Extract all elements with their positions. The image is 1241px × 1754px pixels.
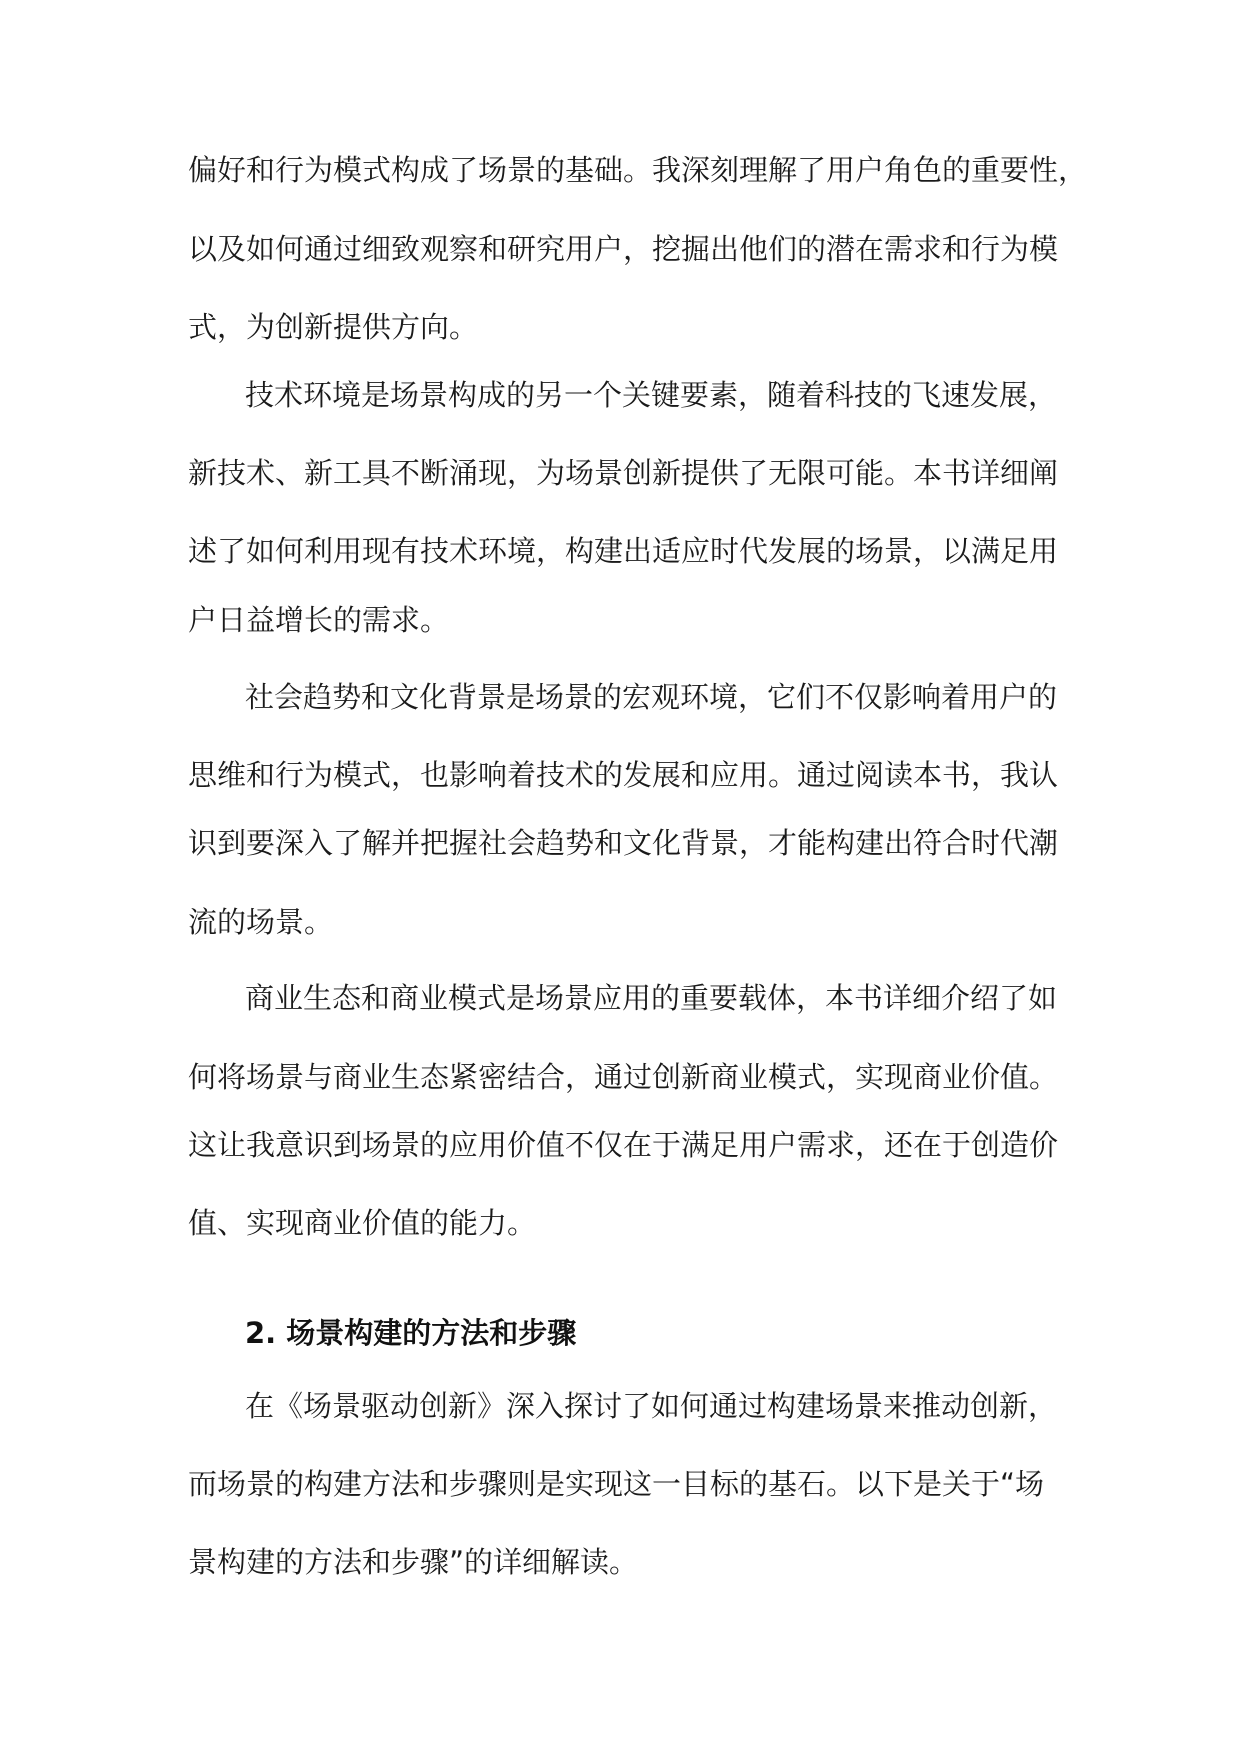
paragraph-line: 以及如何通过细致观察和研究用户，挖掘出他们的潜在需求和行为模 [188, 232, 1059, 266]
paragraph-line: 户日益增长的需求。 [188, 603, 450, 637]
paragraph-line: 技术环境是场景构成的另一个关键要素，随着科技的飞速发展， [245, 378, 1058, 412]
paragraph-line: 新技术、新工具不断涌现，为场景创新提供了无限可能。本书详细阐 [188, 456, 1059, 490]
section-heading: 2. 场景构建的方法和步骤 [245, 1316, 577, 1350]
paragraph-line: 何将场景与商业生态紧密结合，通过创新商业模式，实现商业价值。 [188, 1060, 1059, 1094]
paragraph-line: 值、实现商业价值的能力。 [188, 1206, 537, 1240]
paragraph-line: 社会趋势和文化背景是场景的宏观环境，它们不仅影响着用户的 [245, 680, 1058, 714]
paragraph-line: 识到要深入了解并把握社会趋势和文化背景，才能构建出符合时代潮 [188, 826, 1059, 860]
paragraph-line: 偏好和行为模式构成了场景的基础。我深刻理解了用户角色的重要性， [188, 153, 1088, 187]
paragraph-line: 商业生态和商业模式是场景应用的重要载体，本书详细介绍了如 [245, 981, 1058, 1015]
paragraph-line: 而场景的构建方法和步骤则是实现这一目标的基石。以下是关于“场 [188, 1467, 1045, 1501]
paragraph-line: 在《场景驱动创新》深入探讨了如何通过构建场景来推动创新， [245, 1389, 1058, 1423]
paragraph-line: 景构建的方法和步骤”的详细解读。 [188, 1545, 639, 1579]
paragraph-line: 思维和行为模式，也影响着技术的发展和应用。通过阅读本书，我认 [188, 758, 1059, 792]
paragraph-line: 这让我意识到场景的应用价值不仅在于满足用户需求，还在于创造价 [188, 1128, 1059, 1162]
paragraph-line: 式，为创新提供方向。 [188, 310, 479, 344]
paragraph-line: 流的场景。 [188, 905, 334, 939]
paragraph-line: 述了如何利用现有技术环境，构建出适应时代发展的场景，以满足用 [188, 534, 1059, 568]
